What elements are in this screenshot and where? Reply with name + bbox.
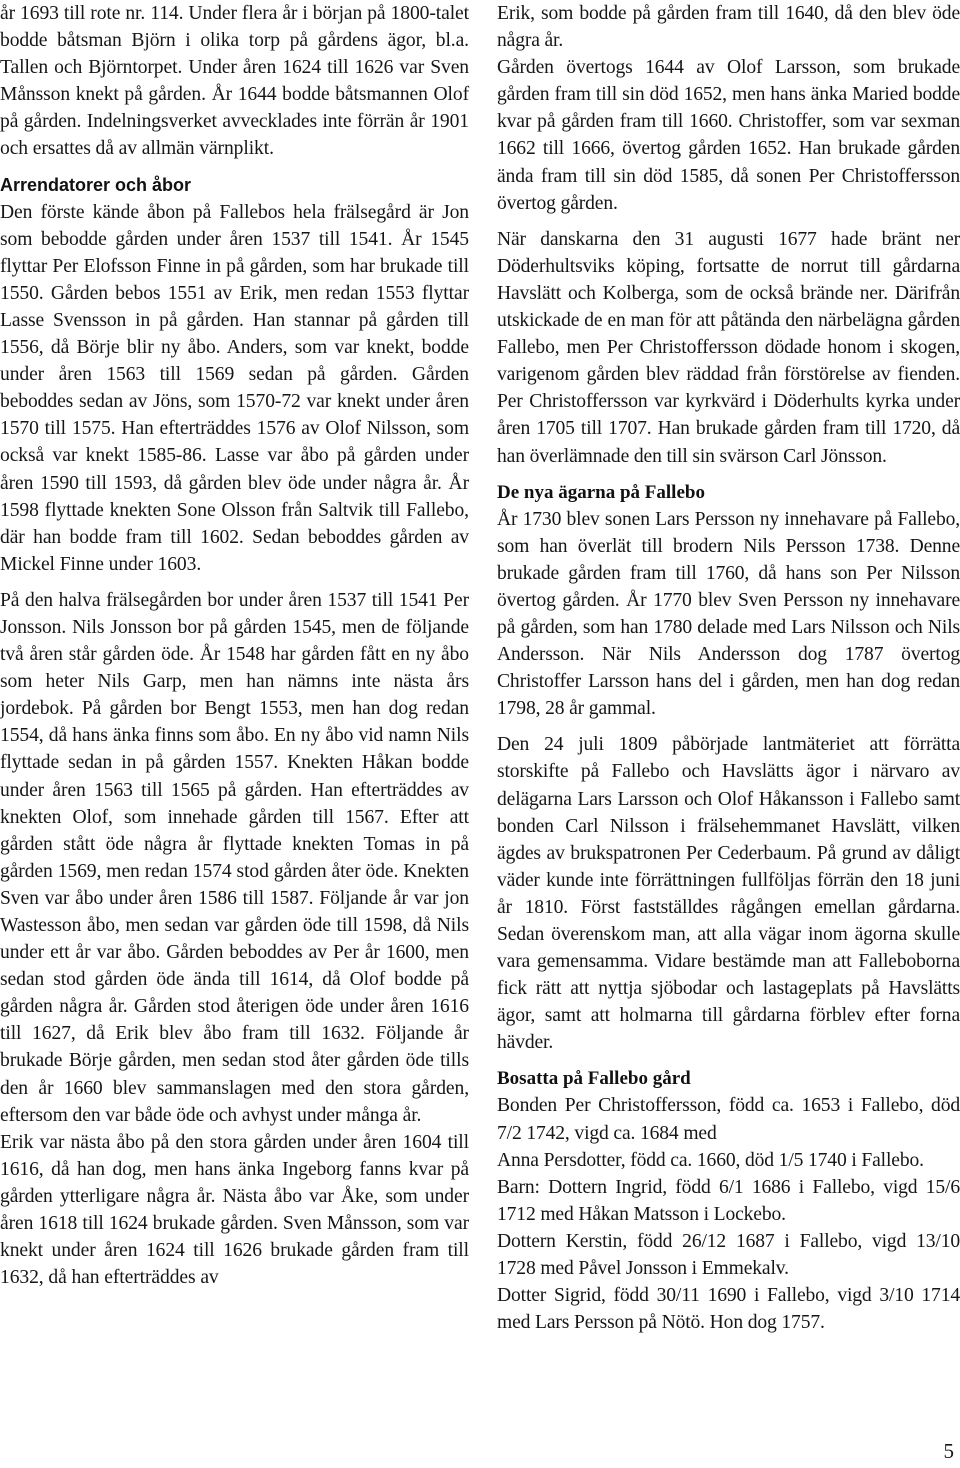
paragraph-kerstin: Dottern Kerstin, född 26/12 1687 i Fallebo, vigd 13/10 1728 med Påvel Jonsson i Emmekalv. <box>497 1230 960 1280</box>
paragraph-per-christoffersson: Bonden Per Christoffersson, född ca. 1653 i Fallebo, död 7/2 1742, vigd ca. 1684 med <box>497 1095 960 1144</box>
paragraph-olof-larsson: Gården övertogs 1644 av Olof Larsson, som brukade gården fram till sin död 1652, men hans änka Maried bodde kvar på gården fram till 1660. Christoffer, som var sexman 1662 till 1666, övertog gården 1652. Han brukade gården ända fram till sin död 1585, då sonen Per Christoffersson övertog gården. <box>497 57 960 214</box>
paragraph-erik: Erik, som bodde på gården fram till 1640, då den blev öde några år. <box>497 3 960 52</box>
paragraph-storskifte: Den 24 juli 1809 påbörjade lantmäteriet att förrätta storskifte på Fallebo och Havslätts ägor i närvaro av delägarna Lars Larsson och Olof Håkansson i Fallebo samt bonden Carl Nilsson i frälsehemmanet Havslätt, vilken ägdes av brukspatronen Per Cederbaum. På grund av dåligt väder kunde inte förrättningen fullföljas förrän den 18 juni år 1810. Först fastställdes rågången emellan gårdarna. Sedan överenskom man, att alla vägar inom ägorna skulle vara gemensamma. Vidare bestämde man att Falleboborna fick rätt att nyttja sjöbodar och lastageplats på Havslätts ägor, samt att holmarna till gårdarna förblev efter forna hävder. <box>497 734 960 1054</box>
page-number: 5 <box>943 1439 954 1463</box>
right-column <box>497 0 960 1336</box>
section-heading-arrendatorer: Arrendatorer och åbor <box>0 174 192 195</box>
left-column <box>0 0 469 1291</box>
paragraph-anna-persdotter: Anna Persdotter, född ca. 1660, död 1/5 1740 i Fallebo. <box>497 1149 924 1171</box>
paragraph-halva-fralsegard: På den halva frälsegården bor under åren 1537 till 1541 Per Jonsson. Nils Jonsson bor på gården 1545, men de följande två åren står gården öde. År 1548 har gården fått en ny åbo som heter Nils Garp, men han nämns inte nästa års jordebok. På gården bor Bengt 1553, men han dog redan 1554, då hans änka finns som åbo. En ny åbo vid namn Nils flyttade sedan in på gården 1557. Knekten Håkan bodde under åren 1563 till 1565 på gården. Han efterträddes av knekten Olof, som innehade gården till 1567. Efter att gården stått öde några år flyttade knekten Tomas in på gården 1569, men redan 1574 stod gården åter öde. Knekten Sven var åbo under åren 1586 till 1587. Följande år var jon Wastesson åbo, men sedan var gården öde till 1598, då Nils under ett år var åbo. Gården beboddes av Per år 1600, men sedan stod gården öde ända till 1614, då Olof bodde på gården några år. Gården stod återigen öde under åren 1616 till 1627, då Erik blev åbo fram till 1632. Följande år brukade Börje gården, men sedan stod åter gården öde tills den år 1660 blev sammanslagen med den stora gården, eftersom den var både öde och avhyst under många år. <box>0 589 469 1126</box>
paragraph-danskarna: När danskarna den 31 augusti 1677 hade bränt ner Döderhultsviks köping, fortsatte de norrut till gårdarna Havslätt och Kolberga, som de också brände ner. Därifrån utskickade de en man för att påtända den närbelägna gården Fallebo, men Per Christoffersson dödade honom i skogen, varigenom gården blev räddad från förstörelse av fienden. Per Christoffersson var kyrkvärd i Döderhults kyrka under åren 1705 till 1707. Han brukade gården fram till 1720, då han överlämnade den till sin svärson Carl Jönsson. <box>497 228 960 467</box>
paragraph-sigrid: Dotter Sigrid, född 30/11 1690 i Fallebo, vigd 3/10 1714 med Lars Persson på Nötö. Hon dog 1757. <box>497 1285 960 1334</box>
paragraph-hela-fralsegard: Den förste kände åbon på Fallebos hela frälsegård är Jon som bebodde gården under åren 1537 till 1541. År 1545 flyttar Per Elofsson Finne in på gården, som har brukade till 1550. Gården bebos 1551 av Erik, men redan 1553 flyttar Lasse Svensson in på gården. Han stannar på gården till 1556, då Börje blir ny åbo. Anders, som var knekt, bodde under åren 1563 till 1569 sedan på gården. Gården beboddes sedan av Jöns, som 1570-72 var knekt under åren 1570 till 1575. Han efterträddes 1576 av Olof Nilsson, som också var knekt 1585-86. Lasse var åbo på gården under åren 1590 till 1593, då gården blev öde under några år. År 1598 flyttade knekten Sone Olsson från Saltvik till Fallebo, där han bodde fram till 1602. Sedan beboddes gården av Mickel Finne under 1603. <box>0 201 469 575</box>
paragraph-barn-ingrid: Barn: Dottern Ingrid, född 6/1 1686 i Fallebo, vigd 15/6 1712 med Håkan Matsson i Lockebo. <box>497 1176 960 1225</box>
intro-paragraph: år 1693 till rote nr. 114. Under flera år i början på 1800-talet bodde båtsman Björn i olika torp på gårdens ägor, bl.a. Tallen och Björntorpet. Under åren 1624 till 1626 var Sven Månsson knekt på gården. År 1644 bodde båtsmannen Olof på gården. Indelningsverket avvecklades inte förrän år 1901 och ersattes då av allmän värnplikt. <box>0 3 469 160</box>
section-heading-nya-agarna: De nya ägarna på Fallebo <box>497 481 705 503</box>
paragraph-lars-persson: År 1730 blev sonen Lars Persson ny innehavare på Fallebo, som han överlät till brodern Nils Persson 1738. Denne brukade gården fram till 1760, då hans son Per Nilsson övertog gården. År 1770 blev Sven Persson ny innehavare på gården, som han 1780 delade med Lars Nilsson och Nils Andersson. När Nils Andersson dog 1787 övertog Christoffer Larsson hans del i gården, men han dog redan 1798, 28 år gammal. <box>497 508 960 720</box>
section-heading-bosatta: Bosatta på Fallebo gård <box>497 1068 691 1090</box>
paragraph-stora-garden: Erik var nästa åbo på den stora gården under åren 1604 till 1616, då han dog, men hans änka Ingeborg fanns kvar på gården ytterligare några år. Nästa åbo var Åke, som under åren 1618 till 1624 brukade gården. Sven Månsson, som var knekt under åren 1624 till 1626 brukade gården fram till 1632, då han efterträddes av <box>0 1131 469 1289</box>
